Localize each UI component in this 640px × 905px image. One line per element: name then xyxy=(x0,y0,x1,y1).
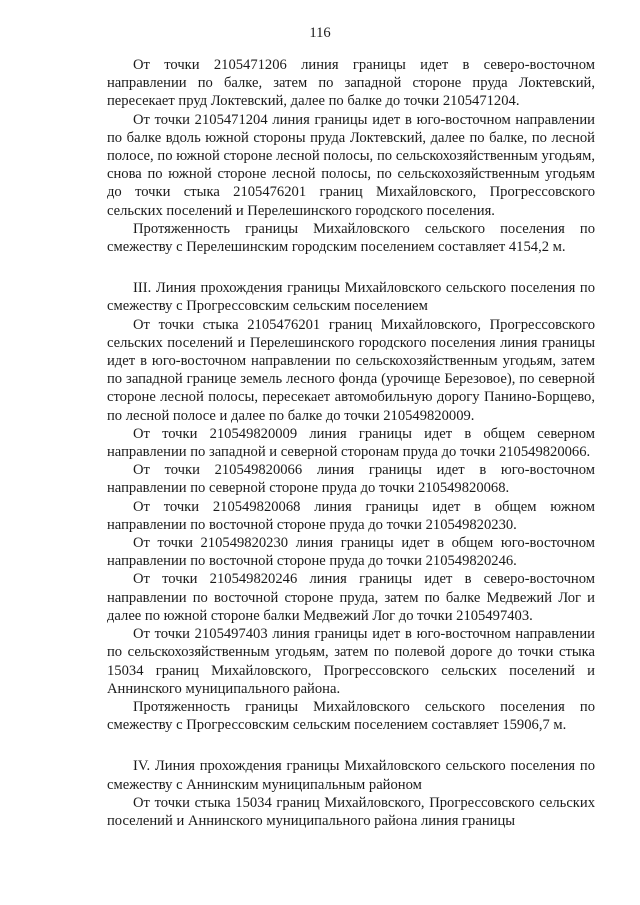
paragraph: От точки 2105471204 линия границы идет в юго-восточном направлении по балке вдоль южной стороны пруда Локтевский, далее по балке, по лесной полосе, по южной стороне лесной полосы, по сельскохозяйственным угодьям, снова по южной стороне лесной полосы, по сельскохозяйственным угодьям до точки стыка 2105476201 границ Михайловского, Прогрессовского сельских поселений и Перелешинского городского поселения. xyxy=(107,111,595,219)
paragraph: От точки 2105471206 линия границы идет в северо-восточном направлении по балке, затем по западной стороне пруда Локтевский, пересекает пруд Локтевский, далее по балке до точки 2105471204. xyxy=(107,57,595,110)
paragraph: От точки 210549820246 линия границы идет в северо-восточном направлении по восточной стороне пруда, затем по балке Медвежий Лог и далее по южной стороне балки Медвежий Лог до точки 2105497403. xyxy=(107,571,595,624)
document-body xyxy=(107,56,595,830)
section-heading-iii: III. Линия прохождения границы Михайловского сельского поселения по смежеству с Прогрессовским сельским поселением xyxy=(107,280,595,315)
paragraph: От точки 210549820066 линия границы идет в юго-восточном направлении по северной стороне пруда до точки 210549820068. xyxy=(107,462,595,497)
paragraph: Протяженность границы Михайловского сельского поселения по смежеству с Прогрессовским сельским поселением составляет 15906,7 м. xyxy=(107,698,595,734)
paragraph: От точки 2105497403 линия границы идет в юго-восточном направлении по сельскохозяйственным угодьям, затем по полевой дороге до точки стыка 15034 границ Михайловского, Прогрессовского сельских поселений и Аннинского муниципального района. xyxy=(107,626,595,697)
paragraph: От точки 210549820068 линия границы идет в общем южном направлении по восточной стороне пруда до точки 210549820230. xyxy=(107,498,595,533)
paragraph: Протяженность границы Михайловского сельского поселения по смежеству с Перелешинским городским поселением составляет 4154,2 м. xyxy=(107,220,595,256)
page-number: 116 xyxy=(309,25,331,41)
paragraph: От точки 210549820009 линия границы идет в общем северном направлении по западной и северной сторонам пруда до точки 210549820066. xyxy=(107,425,595,461)
paragraph: От точки стыка 2105476201 границ Михайловского, Прогрессовского сельских поселений и Перелешинского городского поселения линия границы идет в юго-восточном направлении по сельскохозяйственным угодьям, затем по западной границе земель лесного фонда (урочище Березовое), по северной стороне лесной полосы, пересекает автомобильную дорогу Панино-Борщево, по лесной полосе и далее по балке до точки 210549820009. xyxy=(107,316,595,424)
paragraph: От точки стыка 15034 границ Михайловского, Прогрессовского сельских поселений и Аннинского муниципального района линия границы xyxy=(107,794,595,829)
paragraph: От точки 210549820230 линия границы идет в общем юго-восточном направлении по восточной стороне пруда до точки 210549820246. xyxy=(107,535,595,570)
section-heading-iv: IV. Линия прохождения границы Михайловского сельского поселения по смежеству с Аннинским муниципальным районом xyxy=(107,758,595,793)
